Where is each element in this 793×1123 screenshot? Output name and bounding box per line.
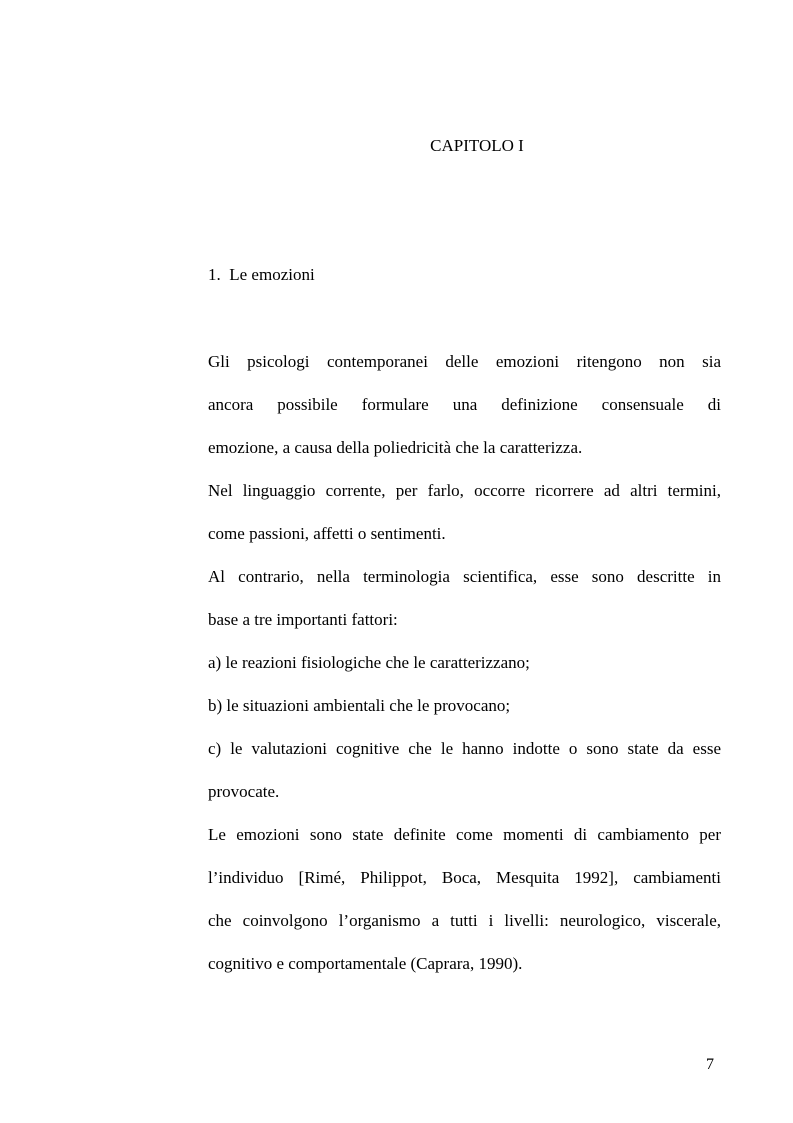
list-item-b: b) le situazioni ambientali che le provocano; xyxy=(208,696,511,715)
body-text xyxy=(208,346,721,991)
text-line: base a tre importanti fattori: xyxy=(208,610,398,629)
text-line: l’individuo [Rimé, Philippot, Boca, Mesquita 1992], cambiamenti xyxy=(208,868,721,887)
text-line: Le emozioni sono state definite come momenti di cambiamento per xyxy=(208,825,721,844)
text-line: Gli psicologi contemporanei delle emozioni ritengono non sia xyxy=(208,352,721,371)
text-line: come passioni, affetti o sentimenti. xyxy=(208,524,446,543)
text-line: ancora possibile formulare una definizione consensuale di xyxy=(208,395,721,414)
list-item-c: c) le valutazioni cognitive che le hanno indotte o sono state da esse xyxy=(208,739,721,758)
page-number: 7 xyxy=(706,1056,714,1073)
text-line: Al contrario, nella terminologia scientifica, esse sono descritte in xyxy=(208,567,721,586)
text-line: Nel linguaggio corrente, per farlo, occorre ricorrere ad altri termini, xyxy=(208,481,721,500)
section-heading: 1. Le emozioni xyxy=(208,265,315,284)
text-line: cognitivo e comportamentale (Caprara, 1990). xyxy=(208,954,523,973)
text-line: emozione, a causa della poliedricità che la caratterizza. xyxy=(208,438,583,457)
text-line: provocate. xyxy=(208,782,280,801)
text-line: che coinvolgono l’organismo a tutti i livelli: neurologico, viscerale, xyxy=(208,911,721,930)
list-item-a: a) le reazioni fisiologiche che le caratterizzano; xyxy=(208,653,530,672)
chapter-title: CAPITOLO I xyxy=(430,136,524,155)
